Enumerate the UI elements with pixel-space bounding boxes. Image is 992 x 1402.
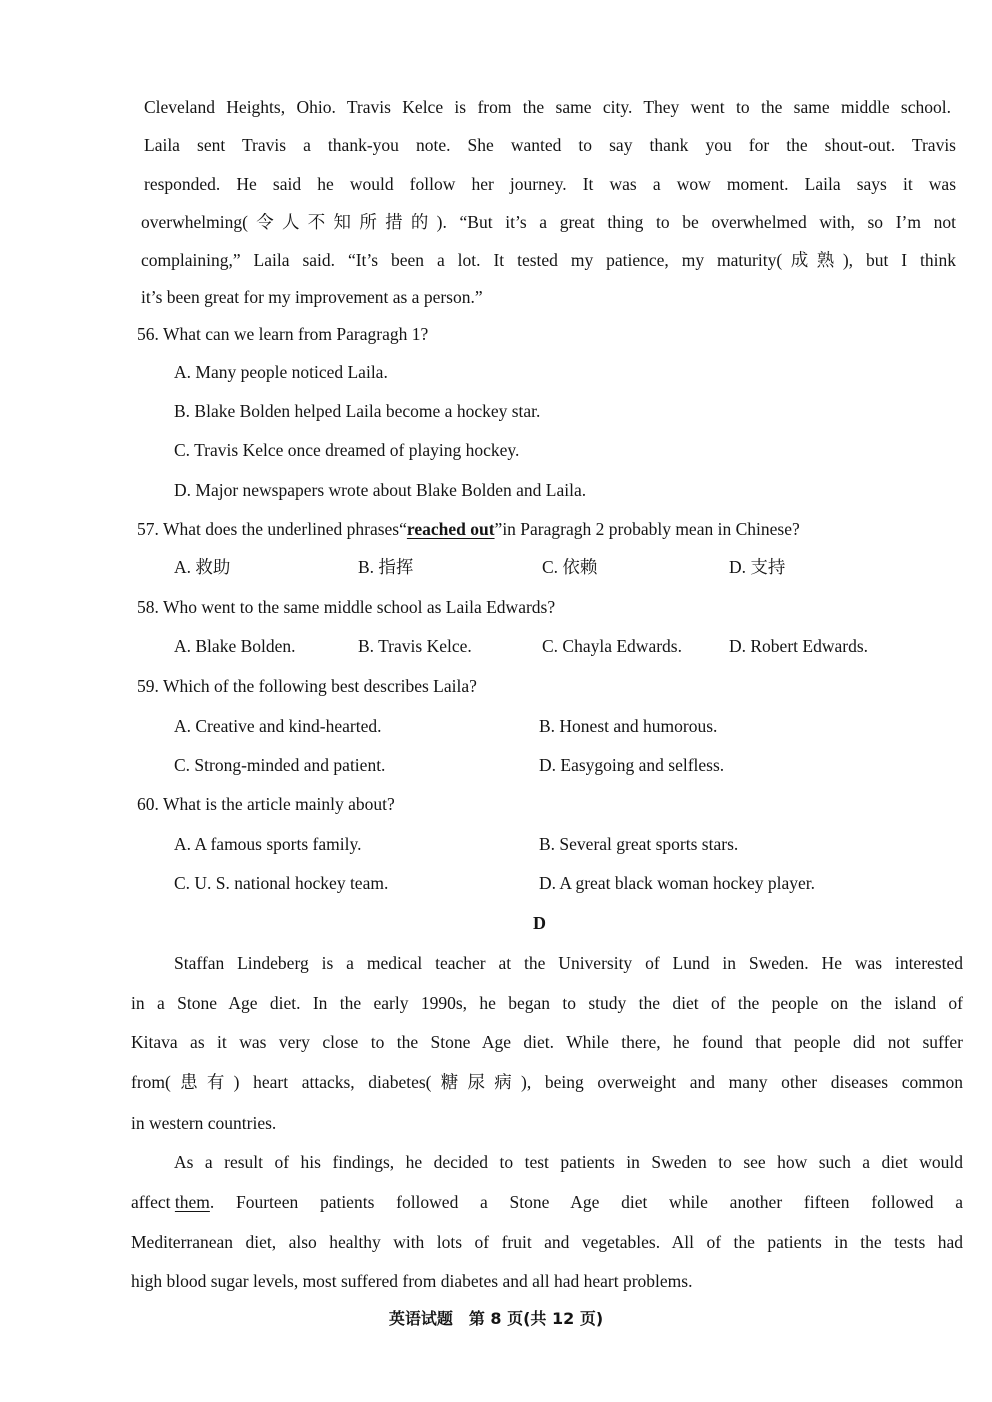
passage-d-line: in western countries. [131,1113,277,1133]
passage-c-line: Cleveland Heights, Ohio. Travis Kelce is from the same city. They went to the same middle school. [144,97,951,117]
q58-option-c: C. Chayla Edwards. [542,636,682,656]
q58-option-b: B. Travis Kelce. [358,636,472,656]
passage-text: affect [131,1192,171,1212]
q56-option-c: C. Travis Kelce once dreamed of playing hockey. [174,440,520,460]
q59-option-b: B. Honest and humorous. [539,716,718,736]
q56-option-a: A. Many people noticed Laila. [174,362,388,382]
q56-option-b: B. Blake Bolden helped Laila become a hockey star. [174,401,541,421]
q60-option-a: A. A famous sports family. [174,834,362,854]
q60-option-c: C. U. S. national hockey team. [174,873,389,893]
q59-option-d: D. Easygoing and selfless. [539,755,725,775]
question-text-before: What does the underlined phrases“ [162,519,407,539]
question-number: 58. [137,597,159,617]
q56-option-d: D. Major newspapers wrote about Blake Bolden and Laila. [174,480,587,500]
passage-d-line: Kitava as it was very close to the Stone Age diet. While there, he found that people did not suffer [131,1032,963,1052]
page-footer: 英语试题 第 8 页(共 12 页) [388,1309,604,1328]
question-text-after: ”in Paragragh 2 probably mean in Chinese? [494,519,800,539]
question-number: 60. [137,794,159,814]
passage-c-line: it’s been great for my improvement as a person.” [141,287,483,307]
q60-option-d: D. A great black woman hockey player. [539,873,816,893]
q57-option-a: A. 救助 [174,557,231,577]
passage-c-line: Laila sent Travis a thank-you note. She wanted to say thank you for the shout-out. Travis [144,135,956,155]
question-text: What can we learn from Paragragh 1? [162,324,429,344]
section-heading: D [533,913,546,933]
question-60-stem [137,793,395,815]
question-text: What is the article mainly about? [162,794,395,814]
question-58-stem [137,596,555,618]
passage-d-line [131,1191,963,1213]
question-59-stem [137,675,477,697]
passage-d-line: in a Stone Age diet. In the early 1990s, he began to study the diet of the people on the island of [131,993,963,1013]
question-number: 56. [137,324,159,344]
question-57-stem [137,518,800,540]
passage-d-line: As a result of his findings, he decided to test patients in Sweden to see how such a diet would [174,1152,963,1172]
passage-text: . Fourteen patients followed a Stone Age diet while another fifteen followed a [209,1192,963,1212]
q57-option-c: C. 依赖 [542,557,598,577]
passage-c-line: overwhelming(令人不知所措的). “But it’s a great thing to be overwhelmed with, so I’m not [141,212,956,232]
passage-d-line: Staffan Lindeberg is a medical teacher at the University of Lund in Sweden. He was interested [174,953,963,973]
question-text: Which of the following best describes Laila? [162,676,477,696]
question-text: Who went to the same middle school as Laila Edwards? [162,597,556,617]
passage-d-line: Mediterranean diet, also healthy with lots of fruit and vegetables. All of the patients in the tests had [131,1232,963,1252]
q59-option-c: C. Strong-minded and patient. [174,755,386,775]
passage-d-line: high blood sugar levels, most suffered from diabetes and all had heart problems. [131,1271,693,1291]
question-number: 59. [137,676,159,696]
q58-option-a: A. Blake Bolden. [174,636,296,656]
question-56-stem [137,323,428,345]
q58-option-d: D. Robert Edwards. [729,636,869,656]
q59-option-a: A. Creative and kind-hearted. [174,716,382,736]
underlined-phrase: reached out [406,519,495,539]
passage-c-line: responded. He said he would follow her journey. It was a wow moment. Laila says it was [144,174,956,194]
question-number: 57. [137,519,159,539]
underlined-word: them [174,1192,210,1212]
q57-option-b: B. 指挥 [358,557,414,577]
passage-c-line: complaining,” Laila said. “It’s been a lot. It tested my patience, my maturity(成熟), but I think [141,250,956,270]
q60-option-b: B. Several great sports stars. [539,834,739,854]
q57-option-d: D. 支持 [729,557,786,577]
passage-d-line: from(患有) heart attacks, diabetes(糖尿病), being overweight and many other diseases common [131,1072,963,1092]
